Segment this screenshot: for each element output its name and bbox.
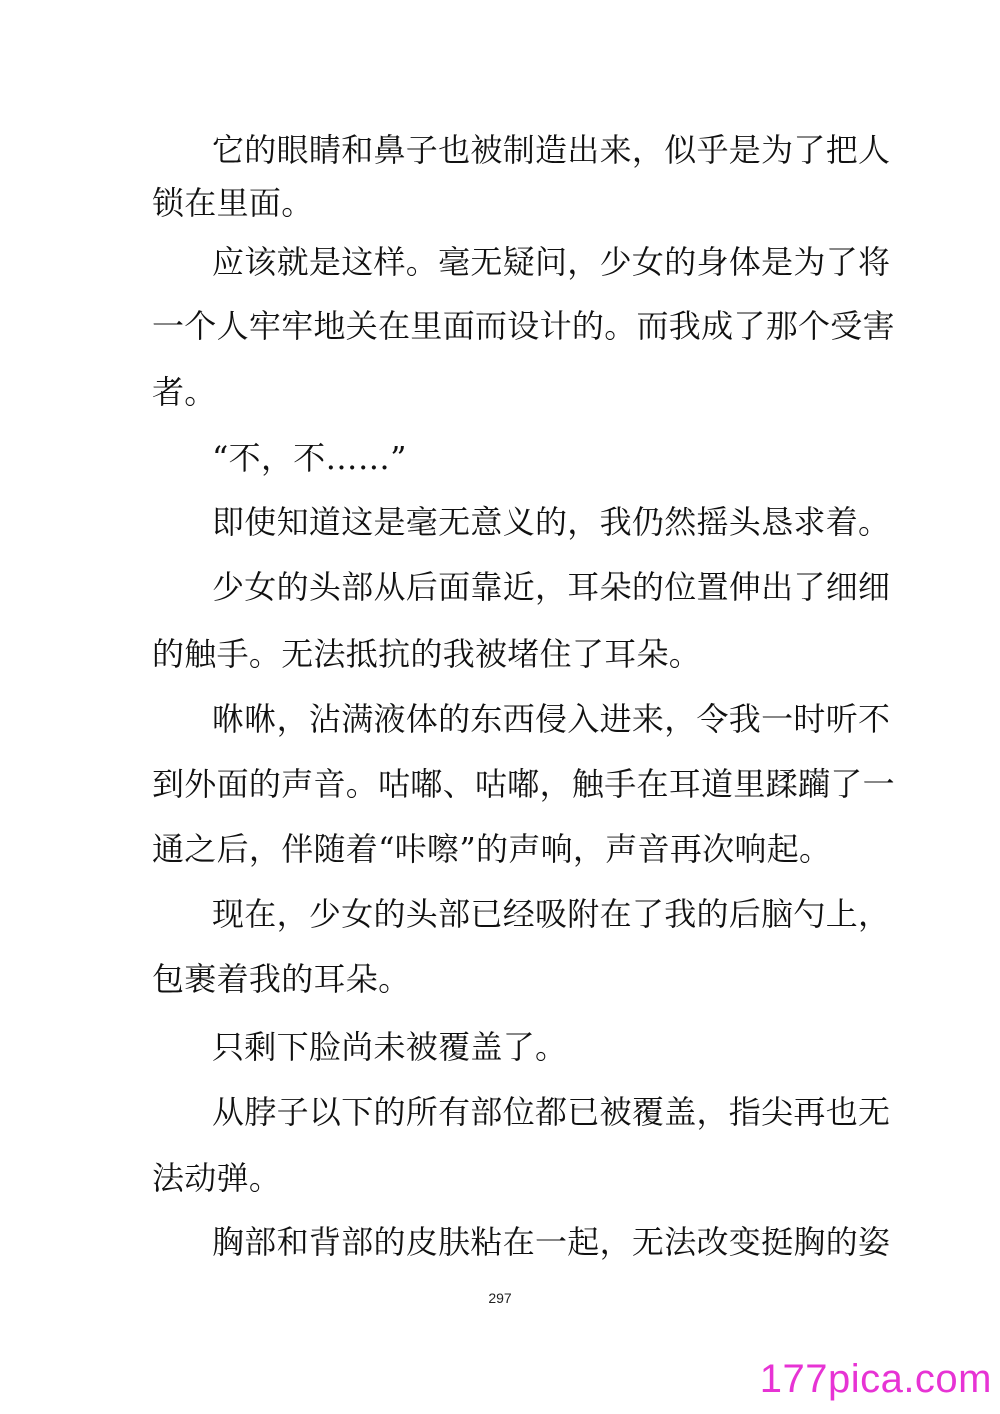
text-line: 通之后，伴随着“咔嚓”的声响，声音再次响起。: [152, 830, 832, 868]
text-line: 从脖子以下的所有部位都已被覆盖，指尖再也无: [212, 1093, 891, 1131]
text-line: 现在，少女的头部已经吸附在了我的后脑勺上，: [212, 895, 891, 933]
text-line: 应该就是这样。毫无疑问，少女的身体是为了将: [212, 243, 891, 281]
text-line: 只剩下脸尚未被覆盖了。: [212, 1028, 568, 1066]
page-number: 297: [488, 1290, 512, 1306]
text-line: “不，不……”: [212, 439, 407, 477]
text-line: 它的眼睛和鼻子也被制造出来，似乎是为了把人: [212, 131, 891, 169]
text-line: 的触手。无法抵抗的我被堵住了耳朵。: [152, 635, 702, 673]
text-line: 咻咻，沾满液体的东西侵入进来，令我一时听不: [212, 700, 891, 738]
text-line: 法动弹。: [152, 1159, 282, 1197]
text-line: 一个人牢牢地关在里面而设计的。而我成了那个受害: [152, 307, 895, 345]
text-line: 锁在里面。: [152, 184, 314, 222]
text-line: 胸部和背部的皮肤粘在一起，无法改变挺胸的姿: [212, 1223, 891, 1261]
text-line: 者。: [152, 373, 217, 411]
text-line: 少女的头部从后面靠近，耳朵的位置伸出了细细: [212, 568, 891, 606]
text-line: 到外面的声音。咕嘟、咕嘟，触手在耳道里蹂躏了一: [152, 765, 895, 803]
watermark: 177pica.com: [759, 1357, 992, 1401]
text-line: 即使知道这是毫无意义的，我仍然摇头恳求着。: [212, 503, 891, 541]
text-line: 包裹着我的耳朵。: [152, 960, 411, 998]
